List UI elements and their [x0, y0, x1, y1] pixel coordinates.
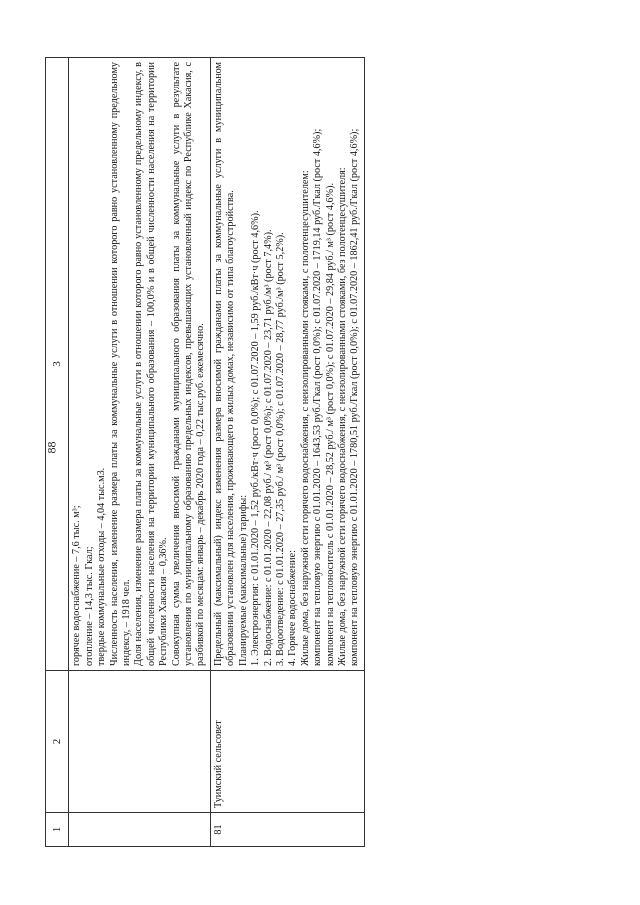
content-line: Жилые дома, без наружной сети горячего водоснабжения, с неизолированными стояками, с полотенцесушителем:: [299, 170, 311, 666]
content-line: 3. Водоотведение: с 01.01.2020 – 27,35 руб./ м³ (рост 0,0%); с 01.07.2020 – 28,77 руб./м³ (рост 5,2%).: [274, 232, 286, 666]
tariff-table: [45, 57, 365, 847]
content-line: 4. Горячее водоснабжение:: [287, 550, 299, 666]
content-line: Жилые дома, без наружной сети горячего водоснабжения, с неизолированными стояками, без полотенцесушителя:: [336, 167, 348, 666]
table-row: [210, 58, 364, 847]
table-row: [69, 58, 210, 847]
content-line: твердые коммунальные отходы – 4,04 тыс.м3.: [96, 467, 108, 666]
page-number: 88: [44, 441, 59, 454]
content-line: горячее водоснабжение – 7,6 тыс. м³;: [71, 505, 83, 666]
content-line: компонент на тепловую энергию с 01.01.2020 – 1780,51 руб./Гкал (рост 0,0%); с 01.07.2020 – 1862,41 руб./Гкал (рост 4,6%);: [349, 128, 361, 666]
row-content: [210, 58, 364, 671]
table-header-row: [46, 58, 69, 847]
row-number: 81: [210, 813, 364, 847]
header-col-2: 2: [46, 671, 69, 813]
content-line: Планируемые (максимальные) тарифы:: [237, 494, 249, 666]
content-line: Численность населения, изменение размера платы за коммунальные услуги в отношении которого равно установленному предельному индексу, – 1918 чел.: [108, 62, 133, 666]
header-col-3: 3: [46, 58, 69, 671]
content-line: компонент на теплоноситель с 01.01.2020 – 28,52 руб./ м³ (рост 0,0%); с 01.07.2020 – 29,84 руб./ м³ (рост 4,6%).: [324, 182, 336, 666]
content-line: отопление – 14,3 тыс. Гкал;: [83, 546, 95, 666]
row-number: [69, 813, 210, 847]
content-line: Предельный (максимальный) индекс изменения размера вносимой гражданами платы за коммунальные услуги в муниципальном образовании установлен для населения, проживающего в жилых домах, независимо от типа благоустройства.: [212, 62, 237, 666]
content-line: 1. Электроэнергия: с 01.01.2020 – 1,52 руб./кВт·ч (рост 0,0%); с 01.07.2020 – 1,59 руб./кВт·ч (рост 4,6%).: [250, 210, 262, 666]
content-line: Совокупная сумма увеличения вносимой гражданами муниципального образования платы за коммунальные услуги в результате установления по муниципальному образованию предельных индексов, превышающих установленный индекс по Республике Хакасия, с разбивкой по месяцам: январь – декабрь 2020 года – 0,22 тыс.руб. ежемесячно.: [170, 62, 207, 666]
content-line: 2. Водоснабжение: с 01.01.2020 – 22,08 руб./ м³ (рост 0,0%); с 01.07.2020 – 23,71 руб./м³ (рост 7,4%).: [262, 229, 274, 666]
rotated-table-container: [45, 57, 595, 847]
municipality-name: Туимский сельсовет: [210, 671, 364, 813]
content-line: компонент на тепловую энергию с 01.01.2020 – 1643,53 руб./Гкал (рост 0,0%); с 01.07.2020 – 1719,14 руб./Гкал (рост 4,6%);: [312, 128, 324, 666]
header-col-1: 1: [46, 813, 69, 847]
content-line: Доля населения, изменение размера платы за коммунальные услуги в отношении которого равно установленному предельному индексу, в общей численности населения на территории муниципального образования – 100,0% и в общей численности населения на территории Республики Хакасия – 0,36%.: [133, 62, 170, 666]
row-content: [69, 58, 210, 671]
municipality-name: [69, 671, 210, 813]
